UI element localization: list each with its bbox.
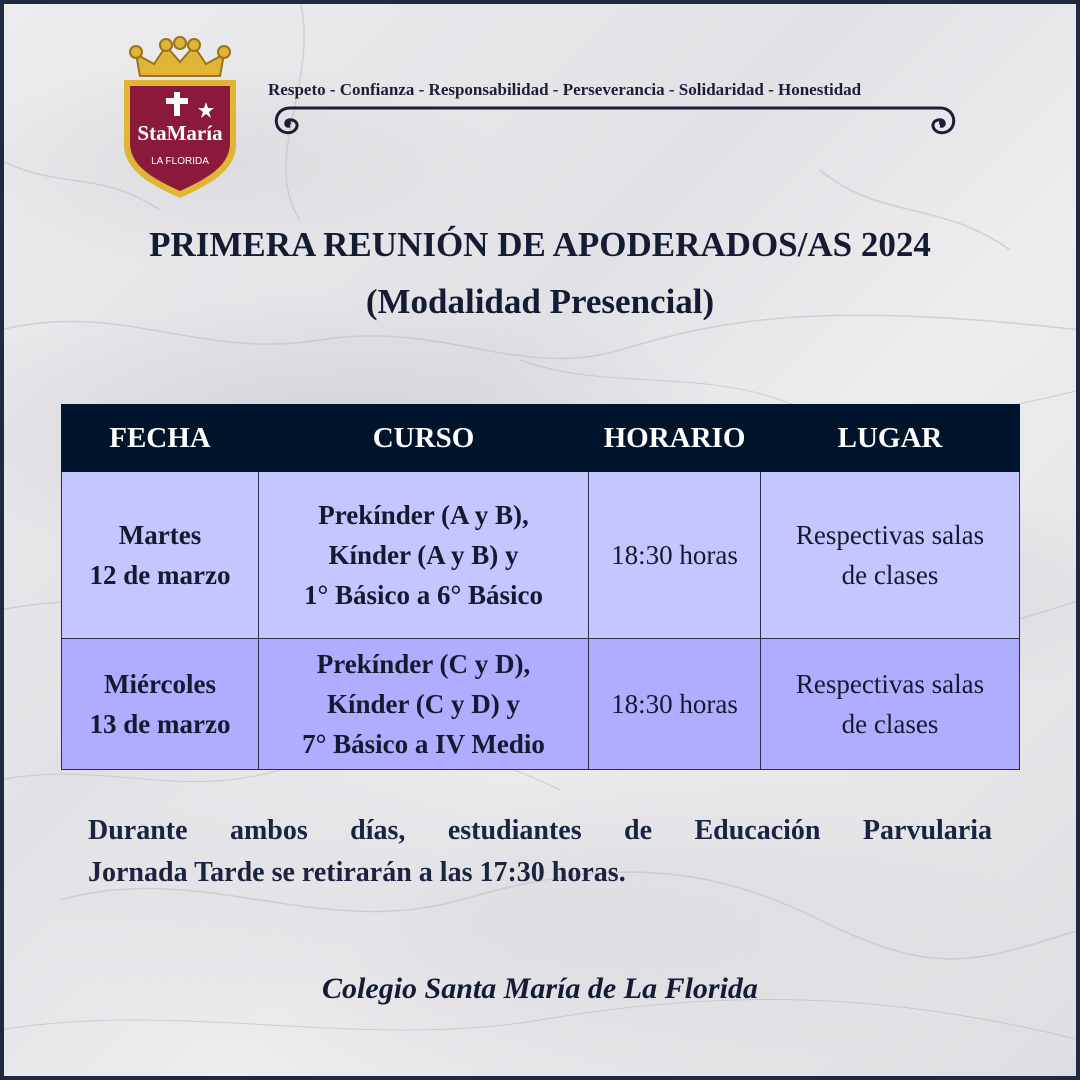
page-subtitle: (Modalidad Presencial) bbox=[365, 282, 715, 321]
cell-lugar bbox=[761, 472, 1020, 639]
curso-line: Prekínder (C y D), bbox=[316, 649, 531, 679]
cell-lugar bbox=[761, 639, 1020, 770]
school-logo bbox=[118, 36, 242, 202]
cell-horario: 18:30 horas bbox=[589, 472, 761, 639]
lugar-line: de clases bbox=[841, 560, 939, 590]
table-row bbox=[62, 639, 1020, 770]
curso-line: Prekínder (A y B), bbox=[318, 500, 529, 530]
table-header-row bbox=[62, 405, 1020, 472]
fecha-day: Martes bbox=[118, 520, 202, 550]
values-line: Respeto - Confianza - Responsabilidad - Perseverancia - Solidaridad - Honestidad bbox=[268, 80, 862, 99]
fecha-date: 12 de marzo bbox=[89, 560, 231, 590]
logo-subtext: LA FLORIDA bbox=[151, 156, 209, 167]
dismissal-note bbox=[88, 810, 992, 894]
fecha-day: Miércoles bbox=[104, 669, 216, 699]
curso-line: 7° Básico a IV Medio bbox=[302, 729, 545, 759]
cell-fecha bbox=[62, 639, 259, 770]
crown-icon bbox=[130, 37, 230, 76]
header-horario: HORARIO bbox=[589, 405, 761, 472]
header-fecha: FECHA bbox=[62, 405, 259, 472]
cell-curso bbox=[259, 472, 589, 639]
curso-line: 1° Básico a 6° Básico bbox=[303, 580, 544, 610]
logo-name: StaMaría bbox=[137, 121, 223, 145]
note-line-1: Durante ambos días, estudiantes de Educación Parvularia bbox=[88, 815, 992, 846]
page-title: PRIMERA REUNIÓN DE APODERADOS/AS 2024 bbox=[149, 225, 931, 264]
lugar-line: Respectivas salas bbox=[795, 520, 985, 550]
fecha-date: 13 de marzo bbox=[89, 709, 231, 739]
header-lugar: LUGAR bbox=[761, 405, 1020, 472]
header-curso: CURSO bbox=[259, 405, 589, 472]
schedule-table bbox=[61, 404, 1020, 770]
school-footer: Colegio Santa María de La Florida bbox=[322, 972, 758, 1005]
scroll-ornament bbox=[270, 100, 960, 148]
cell-horario: 18:30 horas bbox=[589, 639, 761, 770]
cell-fecha bbox=[62, 472, 259, 639]
cell-curso bbox=[259, 639, 589, 770]
note-line-2: Jornada Tarde se retirarán a las 17:30 horas. bbox=[88, 857, 626, 888]
lugar-line: Respectivas salas bbox=[795, 669, 985, 699]
curso-line: Kínder (C y D) y bbox=[327, 689, 520, 719]
table-row bbox=[62, 472, 1020, 639]
curso-line: Kínder (A y B) y bbox=[328, 540, 519, 570]
lugar-line: de clases bbox=[841, 709, 939, 739]
